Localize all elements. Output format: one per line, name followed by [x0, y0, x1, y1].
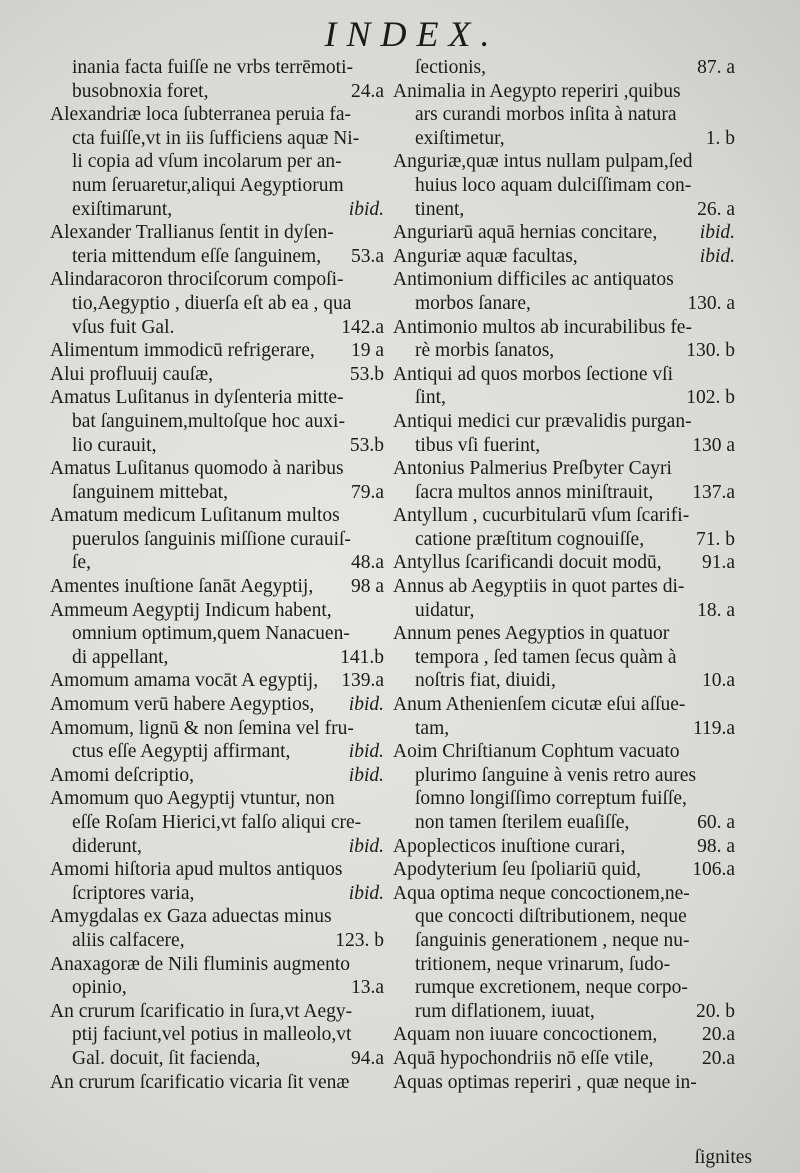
entry-text: huius loco aquam dulciſſimam con- [415, 174, 692, 196]
index-entry [50, 787, 386, 858]
page-reference: 60. a [697, 812, 735, 833]
entry-text: Amomi hiſtoria apud multos antiquos [50, 859, 343, 881]
page-reference: 26. a [697, 198, 735, 220]
entry-text: Anaxagoræ de Nili fluminis augmento [50, 953, 351, 975]
entry-text: Aquā hypochondriis nō eſſe vtile, [393, 1047, 654, 1069]
entry-text: tam, [415, 717, 450, 739]
index-entry [50, 858, 386, 905]
index-entry [393, 504, 737, 551]
index-entry [50, 953, 386, 1000]
entry-text: li copia ad vſum incolarum per an- [72, 151, 342, 173]
index-entry [393, 551, 737, 575]
entry-text: ſanguinem mittebat, [72, 481, 228, 503]
entry-text: catione præſtitum cognouiſſe, [415, 528, 645, 550]
entry-text: Amentes inuſtione ſanāt Aegyptij, [50, 576, 314, 598]
index-entry [50, 363, 386, 387]
entry-text: eſſe Roſam Hierici,vt falſo aliqui cre- [72, 812, 362, 833]
page-reference: ibid. [699, 245, 735, 267]
entry-text: noſtris fiat, diuidi, [415, 670, 556, 692]
page-reference: 53.a [350, 245, 384, 267]
page-reference: ibid. [348, 694, 384, 716]
index-entry [393, 858, 737, 882]
page-reference: 130 a [692, 434, 735, 456]
page-reference: 130. a [687, 292, 735, 314]
entry-text: tritionem, neque vrinarum, ſudo- [415, 953, 671, 975]
entry-text: busobnoxia foret, [72, 80, 209, 102]
index-entry [50, 599, 386, 670]
entry-text: diderunt, [72, 835, 142, 857]
page-reference: ibid. [348, 198, 384, 220]
entry-text: Annum penes Aegyptios in quatuor [393, 623, 670, 645]
page-reference: 19 a [350, 340, 384, 362]
entry-text: ſomno longiſſimo correptum fuiſſe, [415, 788, 687, 810]
index-entry [50, 575, 386, 599]
page-reference: 141.b [340, 646, 384, 668]
entry-text: opinio, [72, 977, 127, 999]
page-reference: 79.a [350, 481, 384, 503]
page-reference: 98 a [350, 576, 384, 598]
entry-text: puerulos ſanguinis miſſione curauiſ- [72, 528, 351, 550]
page-reference: 137.a [692, 481, 735, 503]
entry-text: rè morbis ſanatos, [415, 340, 555, 362]
entry-text: An crurum ſcarificatio in ſura,vt Aegy- [50, 1000, 353, 1022]
entry-text: Alimentum immodicū refrigerare, [50, 340, 315, 362]
index-entry [50, 1071, 386, 1095]
entry-text: ſcriptores varia, [72, 882, 195, 904]
entry-text: non tamen ſterilem euaſiſſe, [415, 812, 630, 833]
page-reference: 71. b [696, 528, 735, 550]
entry-text: Antiqui medici cur prævalidis purgan- [393, 410, 692, 432]
entry-text: lio curauit, [72, 434, 157, 456]
entry-text: Anguriæ aquæ facultas, [393, 245, 578, 267]
index-entry [50, 693, 386, 717]
entry-text: Alindaracoron throciſcorum compoſi- [50, 269, 344, 291]
entry-text: Anguriæ,quæ intus nullam pulpam,ſed [393, 151, 693, 173]
entry-text: Amomum verū habere Aegyptios, [50, 694, 315, 716]
entry-text: aliis calfacere, [72, 929, 185, 951]
entry-text: morbos ſanare, [415, 292, 531, 314]
entry-text: vſus fuit Gal. [72, 316, 175, 338]
entry-text: Antimonium difficiles ac antiquatos [393, 269, 674, 291]
index-entry [393, 882, 737, 1024]
entry-text: Amomum quo Aegyptij vtuntur, non [50, 788, 335, 810]
entry-text: ars curandi morbos inſita à natura [415, 104, 677, 126]
index-entry [50, 669, 386, 693]
entry-text: Aquas optimas reperiri , quæ neque in- [393, 1071, 697, 1093]
entry-text: Amomi deſcriptio, [50, 764, 195, 786]
entry-text: tio,Aegyptio , diuerſa eſt ab ea , qua [72, 292, 352, 314]
index-entry [50, 504, 386, 575]
page-reference: 123. b [335, 929, 384, 951]
entry-text: Antyllus ſcarificandi docuit modū, [393, 552, 662, 574]
index-entry [50, 764, 386, 788]
index-entry [393, 221, 737, 245]
index-entry [393, 316, 737, 363]
catchword: ſignites [694, 1147, 752, 1168]
entry-text: uidatur, [415, 599, 475, 621]
entry-text: ſe, [72, 552, 91, 574]
entry-text: Antyllum , cucurbitularū vſum ſcarifi- [393, 505, 690, 527]
entry-text: Amomum, lignū & non ſemina vel fru- [50, 717, 354, 739]
index-entry [50, 103, 386, 221]
page-reference: 102. b [686, 387, 735, 409]
entry-text: Alexander Trallianus ſentit in dyſen- [50, 222, 334, 244]
entry-text: ptij faciunt,vel potius in malleolo,vt [72, 1024, 352, 1046]
entry-text: tinent, [415, 198, 465, 220]
index-entry [393, 245, 737, 269]
entry-text: di appellant, [72, 646, 169, 668]
entry-text: tempora , ſed tamen ſecus quàm à [415, 646, 677, 668]
entry-text: Animalia in Aegypto reperiri ,quibus [393, 80, 681, 102]
entry-text: Aquam non iuuare concoctionem, [393, 1024, 658, 1046]
index-entry [50, 1000, 386, 1071]
page-reference: 94.a [350, 1047, 384, 1069]
index-column-left [50, 56, 386, 1094]
page-reference: 98. a [697, 835, 735, 857]
page-reference: ibid. [348, 764, 384, 786]
page-reference: 48.a [350, 552, 384, 574]
entry-text: teria mittendum eſſe ſanguinem, [72, 245, 322, 267]
entry-text: An crurum ſcarificatio vicaria ſit venæ [50, 1071, 350, 1093]
entry-text: ſacra multos annos miniſtrauit, [415, 481, 654, 503]
index-entry [393, 693, 737, 740]
entry-text: Amatus Luſitanus in dyſenteria mitte- [50, 387, 344, 409]
entry-text: Gal. docuit, ſit facienda, [72, 1047, 261, 1069]
index-entry [50, 386, 386, 457]
index-entry [393, 150, 737, 221]
index-entry [50, 221, 386, 268]
entry-text: Aoim Chriſtianum Cophtum vacuato [393, 741, 680, 763]
page-reference: 1. b [705, 127, 735, 149]
index-entry [393, 835, 737, 859]
index-entry [393, 1047, 737, 1071]
entry-text: ctus eſſe Aegyptij affirmant, [72, 741, 291, 763]
entry-text: Ammeum Aegyptij Indicum habent, [50, 599, 332, 621]
index-entry [393, 740, 737, 834]
entry-text: exiſtimarunt, [72, 198, 173, 220]
entry-text: Anguriarū aquā hernias concitare, [393, 222, 658, 244]
entry-text: Antonius Palmerius Preſbyter Cayri [393, 458, 672, 480]
page-reference: 24.a [350, 80, 384, 102]
index-entry [393, 622, 737, 693]
page-reference: 53.b [349, 363, 384, 385]
index-entry [393, 363, 737, 410]
entry-text: Aqua optima neque concoctionem,ne- [393, 882, 690, 904]
page-reference: 20.a [701, 1047, 735, 1069]
entry-text: Apoplecticos inuſtione curari, [393, 835, 626, 857]
entry-text: ſint, [415, 387, 446, 409]
index-entry [393, 1071, 737, 1095]
entry-text: Apodyterium ſeu ſpoliariū quid, [393, 859, 642, 881]
page-reference: 106.a [692, 859, 735, 881]
index-entry [50, 905, 386, 952]
index-entry [50, 717, 386, 764]
page-reference: ibid. [348, 835, 384, 857]
page-reference: 20.a [701, 1024, 735, 1046]
index-entry [50, 339, 386, 363]
entry-text: Anum Athenienſem cicutæ eſui aſſue- [393, 694, 686, 716]
entry-text: exiſtimetur, [415, 127, 505, 149]
index-entry [50, 457, 386, 504]
index-entry [393, 268, 737, 315]
index-entry [393, 410, 737, 457]
entry-text: bat ſanguinem,multoſque hoc auxi- [72, 410, 345, 432]
page-reference: ibid. [699, 222, 735, 244]
page-reference: 53.b [349, 434, 384, 456]
entry-text: tibus vſi fuerint, [415, 434, 541, 456]
index-entry [393, 1023, 737, 1047]
index-entry [393, 80, 737, 151]
entry-text: Amatum medicum Luſitanum multos [50, 505, 340, 527]
entry-text: ſanguinis generationem , neque nu- [415, 929, 690, 951]
page-reference: ibid. [348, 741, 384, 763]
entry-text: Amomum amama vocāt A egyptij, [50, 670, 319, 692]
index-entry [393, 457, 737, 504]
entry-text: rum diflationem, iuuat, [415, 1000, 595, 1022]
page-reference: 119.a [692, 717, 735, 739]
entry-text: Alexandriæ loca ſubterranea peruia fa- [50, 104, 352, 126]
page-reference: 13.a [350, 977, 384, 999]
page-reference: 91.a [701, 552, 735, 574]
entry-text: Antimonio multos ab incurabilibus fe- [393, 316, 692, 338]
page-reference: 18. a [697, 599, 735, 621]
entry-text: Amygdalas ex Gaza aduectas minus [50, 906, 332, 928]
page-title: INDEX. [324, 14, 500, 54]
page-reference: 142.a [341, 316, 384, 338]
index-entry [50, 56, 386, 103]
entry-text: omnium optimum,quem Nanacuen- [72, 623, 350, 645]
page-reference: 87. a [697, 57, 735, 78]
page-reference: 139.a [341, 670, 384, 692]
index-entry [50, 268, 386, 339]
page-reference: 20. b [696, 1000, 735, 1022]
index-entry [393, 56, 737, 80]
entry-text: ſectionis, [415, 57, 486, 78]
entry-text: num ſeruaretur,aliqui Aegyptiorum [72, 174, 344, 196]
entry-text: Annus ab Aegyptiis in quot partes di- [393, 576, 685, 598]
entry-text: inania facta fuiſſe ne vrbs terrēmoti- [72, 57, 353, 78]
index-column-right [393, 56, 737, 1094]
entry-text: Alui profluuij cauſæ, [50, 363, 214, 385]
page-reference: 10.a [701, 670, 735, 692]
page-reference: 130. b [686, 340, 735, 362]
entry-text: Antiqui ad quos morbos ſectione vſi [393, 363, 674, 385]
index-entry [393, 575, 737, 622]
entry-text: que concocti diſtributionem, neque [415, 906, 687, 928]
page-reference: ibid. [348, 882, 384, 904]
entry-text: rumque excretionem, neque corpo- [415, 977, 688, 999]
entry-text: Amatus Luſitanus quomodo à naribus [50, 458, 344, 480]
entry-text: plurimo ſanguine à venis retro aures [415, 764, 697, 786]
entry-text: cta fuiſſe,vt in iis ſufficiens aquæ Ni- [72, 127, 360, 149]
